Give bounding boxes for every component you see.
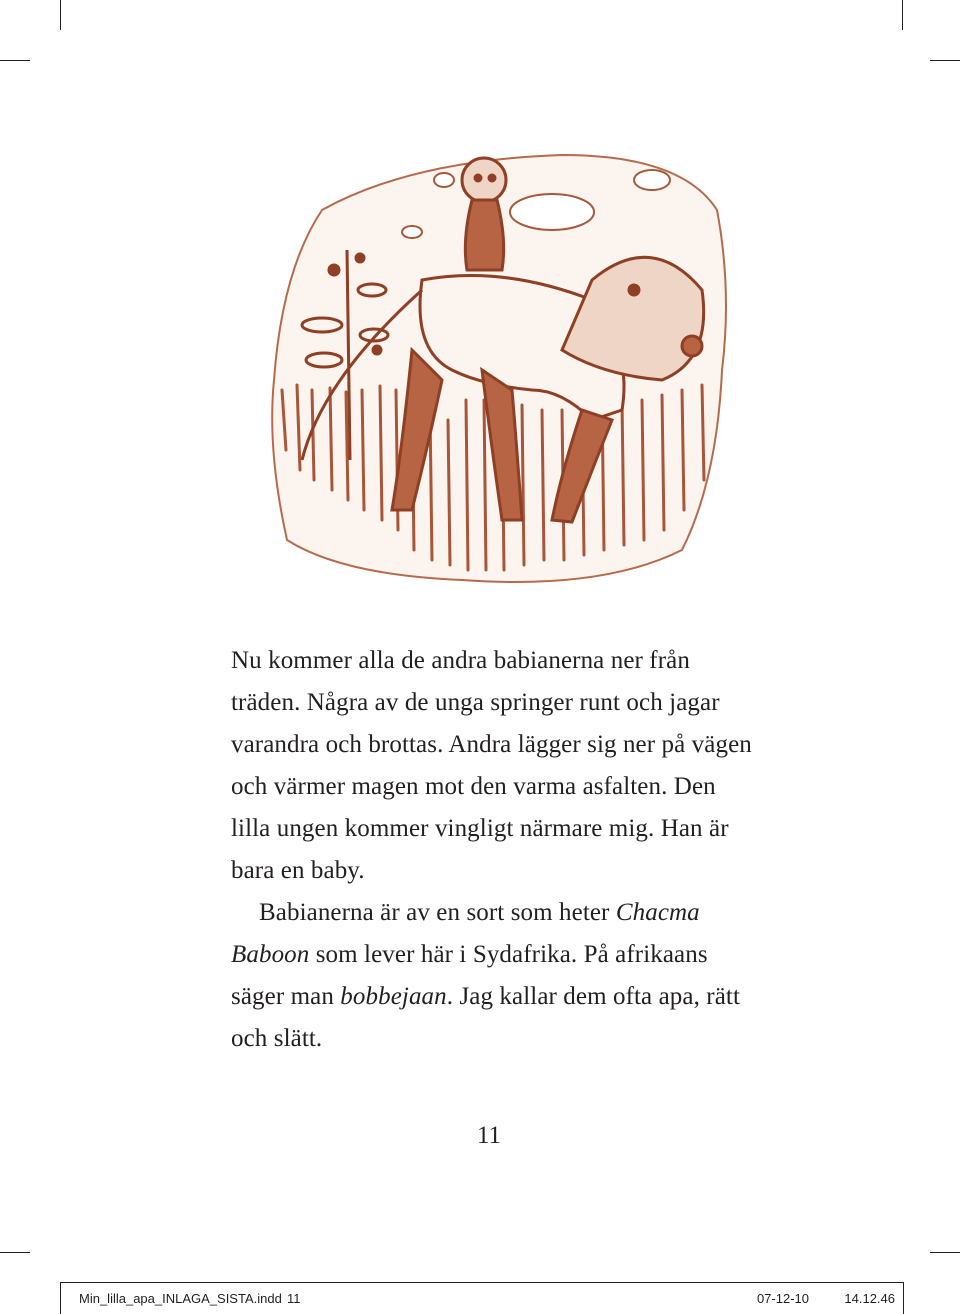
crop-mark-bottom-left-h: [0, 1252, 30, 1253]
slug-page: 11: [287, 1291, 301, 1306]
slug-time: 14.12.46: [844, 1291, 895, 1306]
slug-date: 07-12-10: [756, 1291, 809, 1306]
slug-filename: Min_lilla_apa_INLAGA_SISTA.indd: [79, 1291, 282, 1306]
cloud: [510, 194, 594, 230]
cloud: [434, 173, 454, 187]
page-number: 11: [476, 1122, 502, 1149]
crop-mark-bottom-right-h: [930, 1252, 960, 1253]
crop-mark-top-left-h: [0, 60, 30, 61]
species-name: Chacma Baboon: [231, 899, 700, 968]
crop-mark-top-left: [60, 0, 61, 30]
paragraph-2: [231, 892, 761, 1060]
paragraph-2-part-c: som lever här i Sydafrika. På afrikaans säger man: [231, 941, 708, 1010]
body-text: [231, 640, 761, 1060]
cloud: [402, 226, 422, 238]
cloud: [634, 170, 670, 190]
baby-baboon: [462, 158, 506, 270]
crop-mark-top-right: [902, 0, 903, 30]
afrikaans-word: bobbejaan: [340, 983, 447, 1010]
baboon-illustration: [262, 150, 732, 590]
paragraph-2-part-a: Babianerna är av en sort som heter: [259, 899, 616, 926]
paragraph-1: Nu kommer alla de andra babianerna ner från träden. Några av de unga springer runt och jagar varandra och brottas. Andra lägger sig ner på vägen och värmer magen mot den varma asfalten. Den lilla ungen kommer vingligt närmare mig. Han är bara en baby.: [231, 647, 752, 884]
printer-slug: [60, 1282, 904, 1314]
crop-mark-top-right-h: [930, 60, 960, 61]
paragraph-2-part-e: . Jag kallar dem ofta apa, rätt och slätt.: [231, 983, 740, 1052]
